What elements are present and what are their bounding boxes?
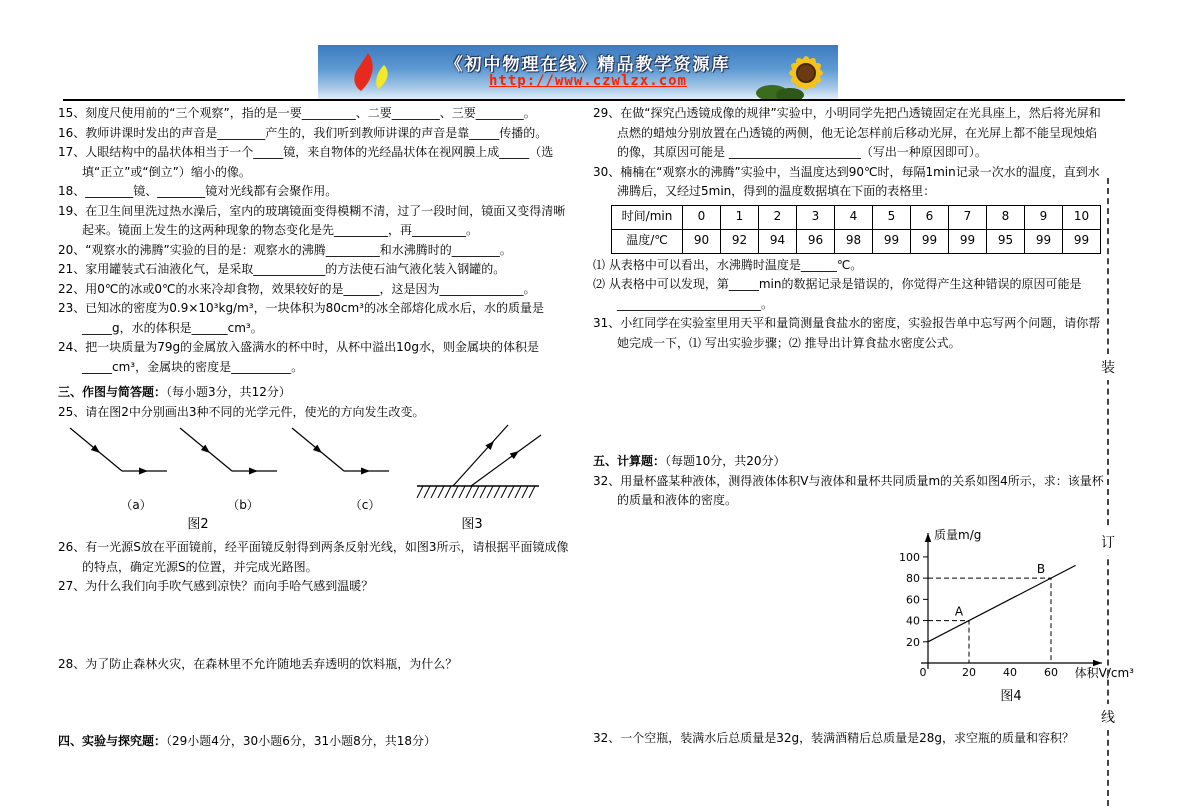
- question-28: 28、为了防止森林火灾，在森林里不允许随地丢弃透明的饮料瓶，为什么？: [58, 656, 458, 671]
- ray-diagram-c: [288, 424, 393, 490]
- banner-title: 《初中物理在线》精品教学资源库: [445, 55, 731, 75]
- question-27: 27、为什么我们向手吹气感到凉快？而向手哈气感到温暖？: [58, 579, 374, 593]
- binding-char-ding: 订: [1097, 529, 1119, 555]
- question-20: 20、“观察水的沸腾”实验的目的是：观察水的沸腾_________和水沸腾时的________。: [58, 242, 512, 257]
- row-header: 时间/min: [612, 205, 683, 229]
- question-25: 25、请在图2中分别画出3种不同的光学元件，使光的方向发生改变。: [58, 404, 425, 419]
- sunflower-icon: [750, 45, 836, 99]
- question-15: 15、刻度尺使用前的“三个观察”，指的是一要_________、二要________、三要________。: [58, 106, 536, 120]
- question-32b: 32、一个空瓶，装满水后总质量是32g，装满酒精后总质量是28g，求空瓶的质量和容积？: [593, 730, 1075, 745]
- svg-text:60: 60: [906, 592, 920, 606]
- section-4-header: [58, 732, 576, 752]
- question-16: 16、教师讲课时发出的声音是________产生的，我们听到教师讲课的声音是靠_____传播的。: [58, 125, 548, 140]
- figure-2-and-3: [58, 422, 576, 538]
- svg-text:40: 40: [1003, 665, 1017, 679]
- question-29: 29、在做“探究凸透镜成像的规律”实验中，小明同学先把凸透镜固定在光具座上，然后将光屏和点燃的蜡烛分别放置在凸透镜的两侧，他无论怎样前后移动光屏，在光屏上都不能呈现烛焰的像，其原因可能是 ______________________（写出一种原因即可）。: [593, 106, 1101, 159]
- svg-text:20: 20: [962, 665, 976, 679]
- ray-diagram-b: [176, 424, 281, 490]
- figure-4-caption: 图4: [1000, 689, 1022, 704]
- table-cell: 99: [911, 229, 949, 253]
- figure-label-b: （b）: [227, 498, 259, 512]
- question-30-sub1: ⑴ 从表格中可以看出，水沸腾时温度是______℃。: [593, 257, 863, 272]
- svg-text:A: A: [954, 604, 964, 619]
- svg-text:质量m/g: 质量m/g: [934, 527, 982, 542]
- header-divider: [63, 99, 1125, 101]
- figure-label-c: （c）: [349, 498, 381, 512]
- question-32a: 32、用量杯盛某种液体，测得液体体积V与液体和量杯共同质量m的关系如图4所示，求：该量杯的质量和液体的密度。: [593, 473, 1104, 507]
- svg-text:80: 80: [906, 571, 920, 585]
- table-row: [612, 229, 1101, 253]
- table-cell: 7: [949, 205, 987, 229]
- table-cell: 6: [911, 205, 949, 229]
- binding-strip: [1097, 178, 1119, 806]
- site-banner: [318, 45, 838, 99]
- section-5-header: [593, 452, 1105, 472]
- svg-text:40: 40: [906, 614, 920, 628]
- question-23: 23、已知冰的密度为0.9×10³kg/m³，一块体积为80cm³的冰全部熔化成水后，水的质量是_____g，水的体积是______cm³。: [58, 301, 544, 335]
- table-cell: 95: [987, 229, 1025, 253]
- svg-text:60: 60: [1044, 665, 1058, 679]
- table-cell: 0: [683, 205, 721, 229]
- question-30-sub2: ⑵ 从表格中可以发现，第_____min的数据记录是错误的，你觉得产生这种错误的原因可能是________________________。: [593, 277, 1082, 311]
- figure-2-caption: 图2: [187, 517, 209, 532]
- question-19: 19、在卫生间里洗过热水澡后，室内的玻璃镜面变得模糊不清，过了一段时间，镜面又变得清晰起来。镜面上发生的这两种现象的物态变化是先_________，再_________。: [58, 203, 566, 237]
- figure-label-a: （a）: [120, 498, 152, 512]
- section-3-label: 三、作图与简答题：: [58, 385, 167, 399]
- mirror-reflection-diagram: [413, 422, 551, 504]
- section-5-label: 五、计算题：: [593, 454, 666, 468]
- question-22: 22、用0℃的冰或0℃的水来冷却食物，效果较好的是______，这是因为______________。: [58, 281, 536, 296]
- question-31: 31、小红同学在实验室里用天平和量筒测量食盐水的密度，实验报告单中忘写两个问题，请你帮她完成一下，⑴ 写出实验步骤；⑵ 推导出计算食盐水密度公式。: [593, 316, 1101, 350]
- section-3-detail: （每小题3分，共12分）: [166, 385, 291, 399]
- binding-char-xian: 线: [1097, 704, 1119, 730]
- table-cell: 2: [759, 205, 797, 229]
- table-cell: 5: [873, 205, 911, 229]
- section-4-label: 四、实验与探究题：: [58, 734, 167, 748]
- table-cell: 3: [797, 205, 835, 229]
- ray-diagram-a: [66, 424, 171, 490]
- question-24: 24、把一块质量为79g的金属放入盛满水的杯中时，从杯中溢出10g水，则金属块的体积是_____cm³，金属块的密度是__________。: [58, 340, 540, 374]
- svg-text:B: B: [1036, 561, 1046, 576]
- table-cell: 99: [1025, 229, 1063, 253]
- left-column: [58, 104, 576, 752]
- question-26: 26、有一光源S放在平面镜前，经平面镜反射得到两条反射光线，如图3所示，请根据平面镜成像的特点，确定光源S的位置，并完成光路图。: [58, 540, 569, 574]
- table-cell: 90: [683, 229, 721, 253]
- table-cell: 96: [797, 229, 835, 253]
- banner-url-link[interactable]: http://www.czwlzx.com: [488, 73, 687, 89]
- table-cell: 99: [873, 229, 911, 253]
- table-cell: 98: [835, 229, 873, 253]
- table-cell: 4: [835, 205, 873, 229]
- question-21: 21、家用罐装式石油液化气，是采取____________的方法使石油气液化装入钢罐的。: [58, 262, 506, 276]
- right-column: [593, 104, 1134, 748]
- svg-text:20: 20: [906, 635, 920, 649]
- table-cell: 8: [987, 205, 1025, 229]
- table-cell: 1: [721, 205, 759, 229]
- section-4-detail: （29小题4分，30小题6分，31小题8分，共18分）: [166, 734, 436, 748]
- question-17: 17、人眼结构中的晶状体相当于一个_____镜，来自物体的光经晶状体在视网膜上成_____（选填“正立”或“倒立”）缩小的像。: [58, 145, 554, 179]
- table-row: [612, 205, 1101, 229]
- question-30: 30、楠楠在“观察水的沸腾”实验中，当温度达到90℃时，每隔1min记录一次水的温度，直到水沸腾后，又经过5min，得到的温度数据填在下面的表格里：: [593, 164, 1100, 198]
- table-cell: 99: [949, 229, 987, 253]
- section-3-header: [58, 383, 576, 403]
- table-cell: 10: [1063, 205, 1101, 229]
- figure-3-caption: 图3: [461, 517, 483, 532]
- table-cell: 99: [1063, 229, 1101, 253]
- table-cell: 9: [1025, 205, 1063, 229]
- table-cell: 92: [721, 229, 759, 253]
- svg-text:100: 100: [899, 550, 920, 564]
- table-cell: 94: [759, 229, 797, 253]
- row-header: 温度/℃: [612, 229, 683, 253]
- svg-text:体积V/cm³: 体积V/cm³: [1074, 665, 1134, 680]
- svg-text:0: 0: [919, 665, 927, 679]
- binding-char-zhuang: 装: [1097, 354, 1119, 380]
- question-18: 18、________镜、________镜对光线都有会聚作用。: [58, 184, 338, 198]
- section-5-detail: （每题10分，共20分）: [665, 454, 786, 468]
- temperature-table: [611, 205, 1101, 254]
